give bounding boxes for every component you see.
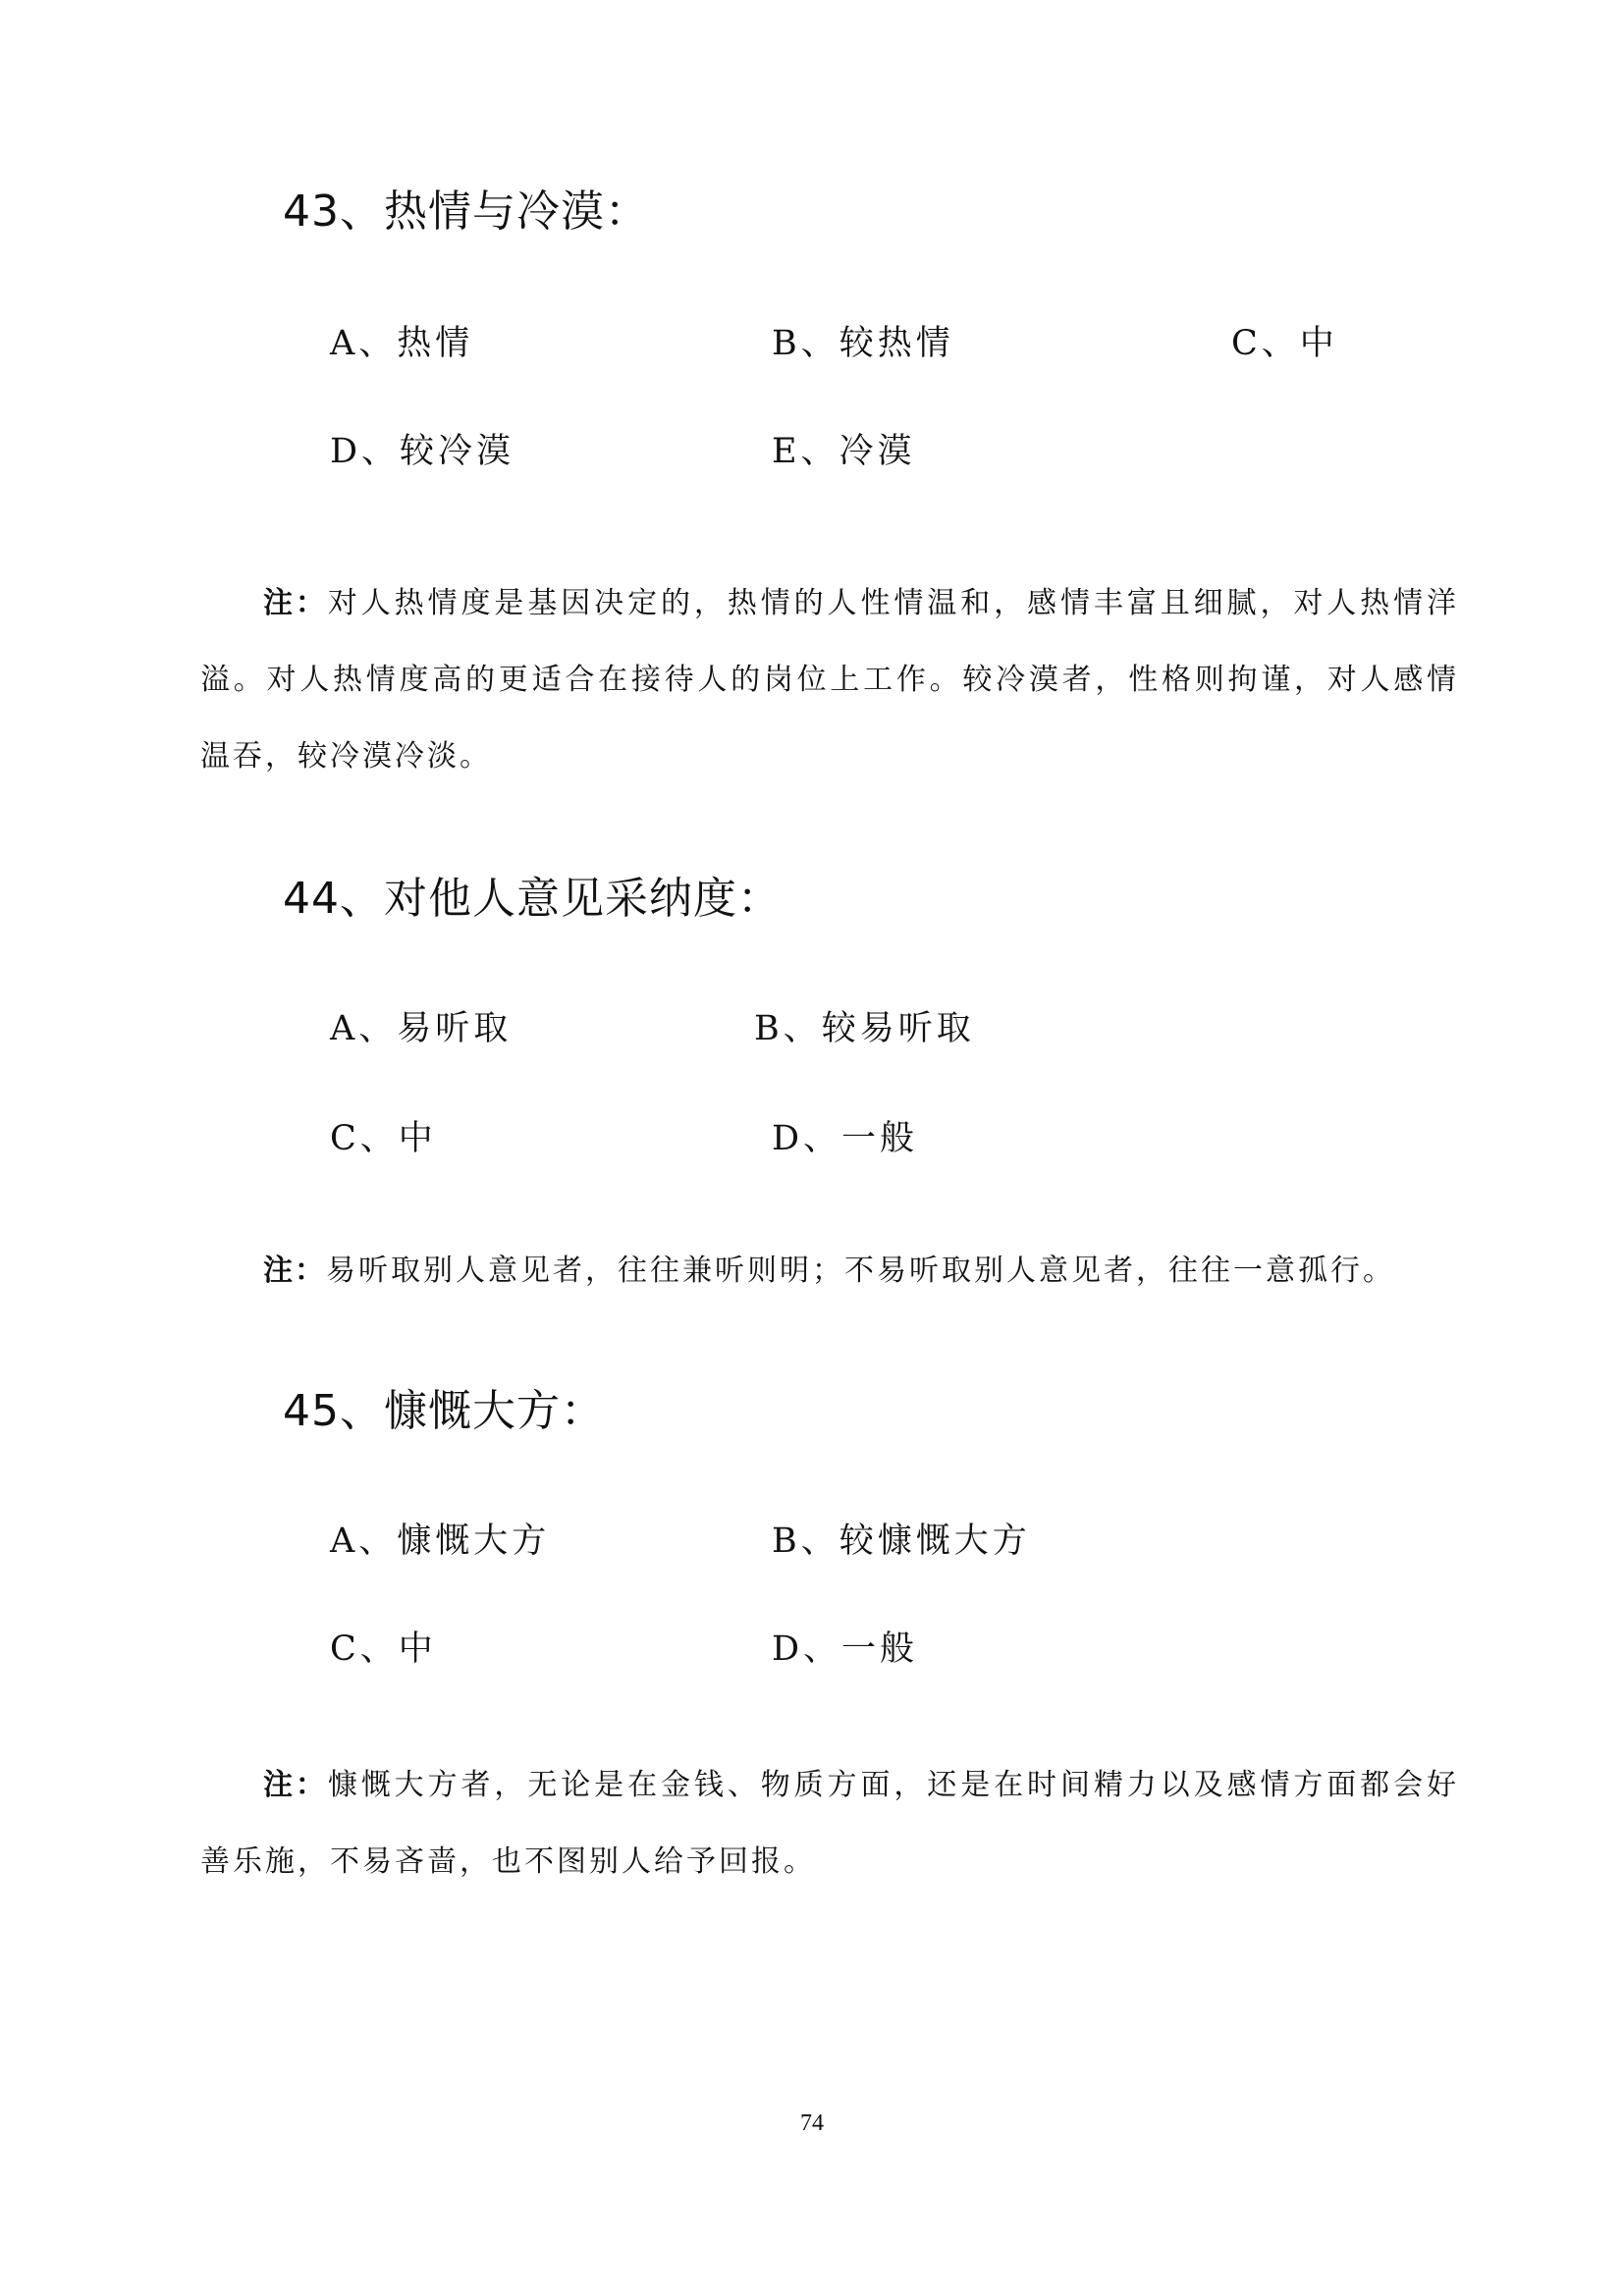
question-45-option-b: B、较慷慨大方 — [772, 1522, 1031, 1561]
question-44-option-d: D、一般 — [772, 1119, 919, 1158]
note-text: 易听取别人意见者，往往兼听则明；不易听取别人意见者，往往一意孤行。 — [326, 1254, 1395, 1288]
note-label: 注： — [263, 586, 328, 620]
question-45-option-d: D、一般 — [772, 1629, 919, 1669]
question-44-option-a: A、易听取 — [330, 1009, 513, 1048]
page-number: 74 — [800, 2110, 824, 2136]
question-44-title: 44、对他人意见采纳度： — [283, 874, 782, 924]
question-44-option-b: B、较易听取 — [754, 1009, 975, 1048]
question-44-note — [200, 1233, 1459, 1309]
question-45-note — [200, 1747, 1459, 1900]
question-43-note — [200, 565, 1459, 795]
note-label: 注： — [263, 1768, 328, 1802]
question-43-option-b: B、较热情 — [772, 324, 954, 363]
question-44-option-c: C、中 — [330, 1119, 437, 1158]
question-43-option-e: E、冷漠 — [772, 432, 916, 471]
note-text: 对人热情度是基因决定的，热情的人性情温和，感情丰富且细腻，对人热情洋溢。对人热情度高的更适合在接待人的岗位上工作。较冷漠者，性格则拘谨，对人感情温吞，较冷漠冷淡。 — [200, 586, 1460, 774]
question-45-option-a: A、慷慨大方 — [330, 1522, 551, 1561]
question-45-title: 45、慷慨大方： — [283, 1386, 605, 1436]
question-45-option-c: C、中 — [330, 1629, 437, 1669]
question-43-option-a: A、热情 — [330, 324, 474, 363]
note-label: 注： — [263, 1254, 326, 1288]
question-43-option-c: C、中 — [1231, 324, 1338, 363]
note-text: 慷慨大方者，无论是在金钱、物质方面，还是在时间精力以及感情方面都会好善乐施，不易吝啬，也不图别人给予回报。 — [200, 1768, 1460, 1879]
question-43-option-d: D、较冷漠 — [330, 432, 515, 471]
question-43-title: 43、热情与冷漠： — [283, 187, 649, 237]
